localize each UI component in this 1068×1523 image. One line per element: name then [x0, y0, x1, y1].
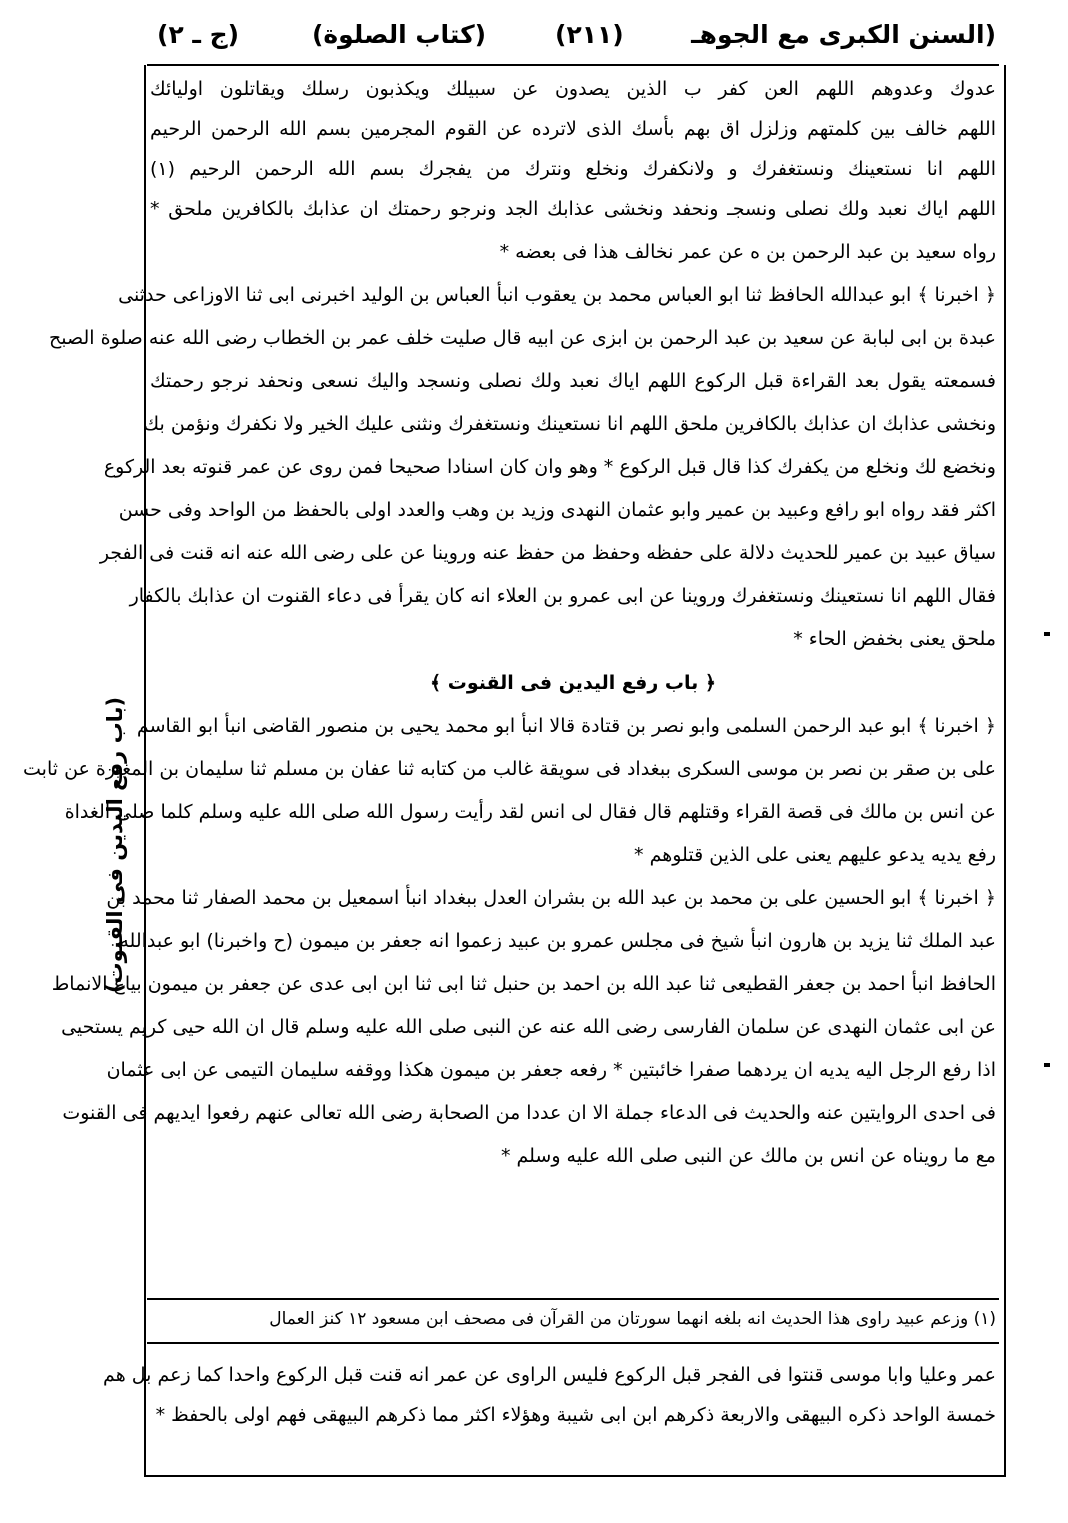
text-line: عبدة بن ابى لبابة عن سعيد بن عبد الرحمن بن ابزى عن ابيه قال صليت خلف عمر بن الخطاب رضى الله عنه صلوة الصبح — [49, 327, 996, 349]
text-line: عن ابى عثمان النهدى عن سلمان الفارسى رضى الله عنه عن النبى صلى الله عليه وسلم قال ان الله حيى كريم يستحيى — [61, 1016, 996, 1038]
margin-tick — [1044, 632, 1050, 636]
text-line: ﴿ اخبرنا ﴾ ابو عبدالله الحافظ ثنا ابو العباس محمد بن يعقوب انبأ العباس بن الوليد اخبرنى ابى ثنا الاوزاعى حدثنى — [118, 284, 996, 306]
text-line: رواه سعيد بن عبد الرحمن بن ه عن عمر نخالف هذا فى بعضه * — [499, 241, 996, 263]
text-line: اذا رفع الرجل اليه يديه ان يردهما صفرا خائبتين * رفعه جعفر بن ميمون هكذا ووقفه سليمان التيمى عن ابى عثمان — [106, 1059, 996, 1081]
text-line: سياق عبيد بن عمير للحديث دلالة على حفظه وحفظ من حفظ عنه وروينا عن على رضى الله عنه انه قنت فى الفجر — [99, 542, 996, 564]
footnote: (١) وزعم عبيد راوى هذا الحديث انه بلغه انهما سورتان من القرآن فى مصحف ابن مسعود ١٢ كنز العمال — [269, 1309, 996, 1329]
volume-number: (ج ـ ٢) — [157, 20, 240, 49]
text-line: على بن صقر بن نصر بن موسى السكرى ببغداد فى سويقة غالب من كتابه ثنا عفان بن مسلم ثنا سليمان بن المغيرة عن ثابت — [23, 758, 996, 780]
text-line: اللهم خالف بين كلمتهم وزلزل اق بهم بأسك الذى لاترده عن القوم المجرمين بسم الله الرحمن الرحيم — [150, 118, 996, 140]
text-line: ونخشى عذابك ان عذابك بالكافرين ملحق اللهم انا نستعينك ونستغفرك ونثنى عليك الخير ولا نكفرك ونؤمن بك — [143, 413, 996, 435]
header-rule — [147, 64, 999, 66]
text-line: مع ما رويناه عن انس بن مالك عن النبى صلى الله عليه وسلم * — [500, 1145, 996, 1167]
text-line: اللهم اياك نعبد ولك نصلى ونسجـ ونحفد ونخشى عذابك الجد ونرجو رحمتك ان عذابك بالكافرين ملحق * — [150, 198, 996, 220]
text-line: اللهم انا نستعينك ونستغفرك و ولانكفرك ونخلع ونترك من يفجرك بسم الله الرحمن الرحيم (١) — [150, 158, 996, 180]
text-line: ونخضع لك ونخلع من يكفرك كذا قال قبل الركوع * وهو وان كان اسنادا صحيحا فمن روى عن عمر قنوته بعد الركوع — [103, 456, 996, 478]
text-line: اكثر فقد رواه ابو رافع وعبيد بن عمير وابو عثمان النهدى وزيد بن وهب والعدد اولى بالحفظ من الواحد وفى حسن — [118, 499, 996, 521]
commentary-rule — [147, 1342, 999, 1344]
text-line: فى احدى الروايتين عنه والحديث فى الدعاء جملة الا ان عددا من الصحابة رضى الله تعالى عنهم رفعوا ايديهم فى القنوت — [62, 1102, 996, 1124]
text-line: ﴿ اخبرنا ﴾ ابو الحسين على بن محمد بن عبد الله بن بشران العدل ببغداد انبأ اسمعيل بن محمد الصفار ثنا محمد بن — [106, 887, 996, 909]
text-line: ﴿ اخبرنا ﴾ ابو عبد الرحمن السلمى وابو نصر بن قتادة قالا انبأ ابو محمد يحيى بن منصور القاضى انبأ ابو القاسم — [136, 715, 996, 737]
text-line: الحافظ انبأ احمد بن جعفر القطيعى ثنا عبد الله بن احمد بن حنبل ثنا ابى ثنا ابن ابى عدى عن جعفر بن ميمون بياع الانماط — [51, 973, 996, 995]
text-line: عبد الملك ثنا يزيد بن هارون انبأ شيخ فى مجلس عمرو بن عبيد زعموا انه جعفر بن ميمون (ح واخبرنا) ابو عبدالله — [119, 930, 996, 952]
text-line: رفع يديه يدعو عليهم يعنى على الذين قتلوهم * — [634, 844, 996, 866]
text-line: فقال اللهم انا نستعينك ونستغفرك وروينا عن ابى عمرو بن العلاء انه كان يقرأ فى دعاء القنوت ان عذابك بالكفار — [129, 585, 996, 607]
commentary-line: خمسة الواحد ذكره البيهقى والاربعة ذكرهم ابن ابى شيبة وهؤلاء اكثر مما ذكرهم البيهقى فهم اولى بالحفظ * — [155, 1404, 996, 1426]
book-title: (السنن الكبرى مع الجوهـ — [691, 20, 996, 49]
margin-chapter-note-text: (باب رفع اليدين فى القنوت) — [103, 696, 127, 994]
footnote-rule — [147, 1298, 999, 1300]
text-line: ملحق يعنى بخفض الحاء * — [793, 628, 996, 650]
text-line: عن انس بن مالك فى قصة القراء وقتلهم قال فقال لى انس لقد رأيت رسول الله صلى الله عليه وسلم كلما صلى الغداة — [64, 801, 996, 823]
commentary-line: عمر وعليا وابا موسى قنتوا فى الفجر قبل الركوع فليس الراوى عن عمر انه قنت قبل الركوع واحدا كما زعم بل هم — [103, 1364, 996, 1386]
page-number: (٢١١) — [555, 20, 624, 49]
text-line: فسمعته يقول بعد القراءة قبل الركوع اللهم اياك نعبد ولك نصلى ونسجد واليك نسعى ونحفد نرجو رحمتك — [150, 370, 996, 392]
chapter-title: (كتاب الصلوة) — [312, 20, 487, 49]
section-heading: ﴿ باب رفع اليدين فى القنوت ﴾ — [429, 672, 717, 694]
text-line: عدوك وعدوهم اللهم العن كفر ب الذين يصدون عن سبيلك ويكذبون رسلك ويقاتلون اوليائك — [150, 78, 996, 100]
margin-tick — [1044, 1063, 1050, 1067]
